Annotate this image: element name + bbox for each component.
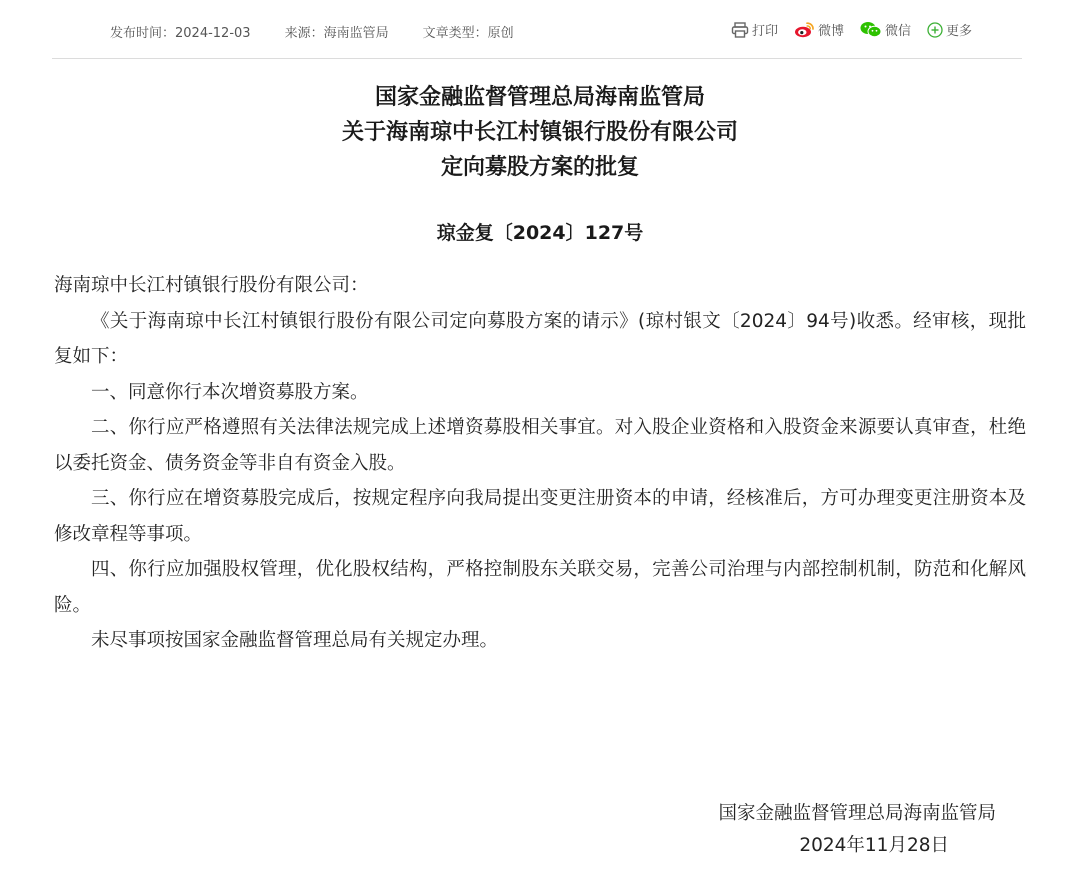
signature-org: 国家金融监督管理总局海南监管局	[718, 803, 996, 824]
article-type: 文章类型：原创	[422, 26, 514, 41]
print-label: 打印	[751, 24, 778, 39]
body-paragraph: 《关于海南琼中长江村镇银行股份有限公司定向募股方案的请示》(琼村银文〔2024〕94号)收悉。经审核，现批复如下：	[54, 310, 1026, 367]
signature-block	[718, 798, 996, 862]
title-line-1: 国家金融监督管理总局海南监管局	[374, 85, 705, 110]
body-paragraph: 一、同意你行本次增资募股方案。	[91, 381, 369, 403]
body-paragraph: 二、你行应严格遵照有关法律法规完成上述增资募股相关事宜。对入股企业资格和入股资金来源要认真审查，杜绝以委托资金、债务资金等非自有资金入股。	[54, 417, 1026, 474]
share-toolbar	[731, 20, 972, 39]
signature-date: 2024年11月28日	[799, 835, 949, 856]
body-paragraph: 四、你行应加强股权管理，优化股权结构，严格控制股东关联交易，完善公司治理与内部控制机制，防范和化解风险。	[54, 559, 1026, 616]
article-source: 来源：海南监管局	[284, 26, 389, 41]
publish-time: 发布时间：2024-12-03	[110, 26, 251, 41]
weibo-label: 微博	[817, 24, 844, 39]
article-meta	[110, 22, 514, 41]
wechat-label: 微信	[884, 24, 911, 39]
wechat-icon	[860, 21, 882, 38]
printer-icon	[731, 22, 749, 38]
article-meta-bar	[52, 0, 1022, 59]
body-paragraph: 未尽事项按国家金融监督管理总局有关规定办理。	[91, 630, 499, 651]
title-line-2: 关于海南琼中长江村镇银行股份有限公司	[341, 120, 738, 145]
addressee: 海南琼中长江村镇银行股份有限公司：	[54, 275, 369, 296]
document-title	[0, 80, 1080, 185]
plus-circle-icon	[927, 22, 943, 38]
document-number: 琼金复〔2024〕127号	[436, 222, 644, 244]
more-label: 更多	[945, 24, 972, 39]
body-paragraph: 三、你行应在增资募股完成后，按规定程序向我局提出变更注册资本的申请，经核准后，方可办理变更注册资本及修改章程等事项。	[54, 488, 1026, 545]
print-button[interactable]	[731, 20, 778, 39]
title-line-3: 定向募股方案的批复	[440, 155, 639, 180]
weibo-share-button[interactable]	[794, 20, 844, 39]
weibo-icon	[794, 21, 815, 38]
wechat-share-button[interactable]	[860, 20, 911, 39]
more-share-button[interactable]	[927, 20, 972, 39]
document-body	[54, 268, 1026, 659]
